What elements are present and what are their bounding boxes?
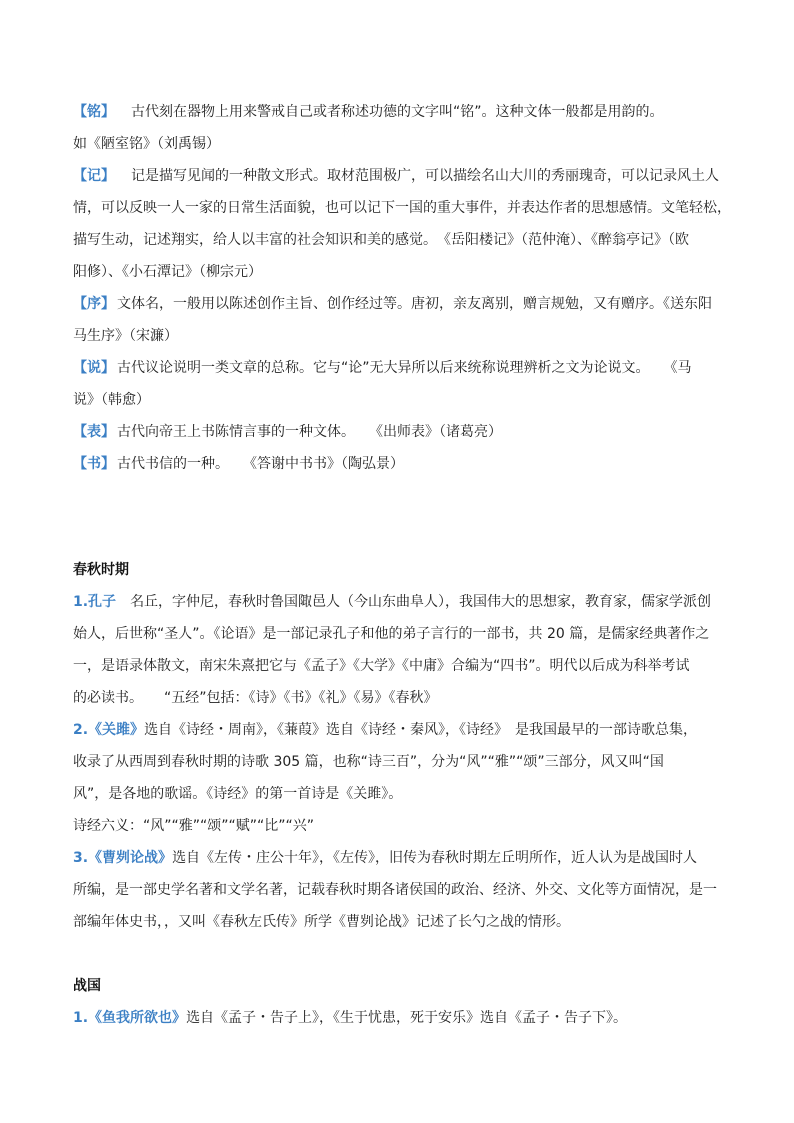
term-shu-text-1: 古代书信的一种。 《答谢中书书》（陶弘景） [117, 456, 404, 472]
zhanguo-item1-line-1 [73, 1002, 733, 1034]
term-ji-tag: 【记】 [73, 168, 115, 184]
term-ji-line-3: 描写生动，记述翔实，给人以丰富的社会知识和美的感觉。 《岳阳楼记》（范仲淹）、《醉翁亭记》（欧 [73, 232, 689, 248]
chunqiu-item2-line-2: 收录了从西周到春秋时期的诗歌 305 篇，也称“诗三百”，分为“风”“雅”“颂”三部分，风又叫“国 [73, 754, 664, 770]
term-xu-line-2: 马生序》（宋濂） [73, 328, 178, 344]
term-shu-line-1 [73, 448, 733, 480]
term-shuo-line-2: 说》（韩愈） [73, 392, 150, 408]
chunqiu-item3-line-2: 所编，是一部史学名著和文学名著，记载春秋时期各诸侯国的政治、经济、外交、文化等方面情况，是一 [73, 882, 717, 898]
zhanguo-item1-text-1: 选自《孟子・告子上》，《生于忧患，死于安乐》选自《孟子・告子下》。 [186, 1010, 628, 1026]
document-page [73, 96, 733, 1034]
chunqiu-item3-line-1 [73, 842, 733, 874]
term-ming-tag: 【铭】 [73, 104, 115, 120]
term-ming-line-1 [73, 96, 733, 128]
term-ji-line-4: 阳修）、《小石潭记》（柳宗元） [73, 264, 262, 280]
chunqiu-item2-text-1: 选自《诗经・周南》，《蒹葭》选自《诗经・秦风》，《诗经》 是我国最早的一部诗歌总集， [144, 722, 698, 738]
chunqiu-item3-text-1: 选自《左传・庄公十年》，《左传》，旧传为春秋时期左丘明所作，近人认为是战国时人 [172, 850, 698, 866]
term-shuo-line-1 [73, 352, 733, 384]
term-ji-text-1: 记是描写见闻的一种散文形式。取材范围极广，可以描绘名山大川的秀丽瑰奇，可以记录风土人 [131, 168, 719, 184]
term-biao-tag: 【表】 [73, 424, 115, 440]
chunqiu-item2-line-1 [73, 714, 733, 746]
chunqiu-item1-title: 1.孔子 [73, 594, 117, 610]
section-heading-chunqiu: 春秋时期 [73, 562, 129, 578]
chunqiu-item1-line-4: 的必读书。 “五经”包括：《诗》《书》《礼》《易》《春秋》 [73, 690, 438, 706]
chunqiu-item2-title: 2.《关雎》 [73, 722, 145, 738]
term-biao-line-1 [73, 416, 733, 448]
term-shuo-tag: 【说】 [73, 360, 115, 376]
term-xu-line-1 [73, 288, 733, 320]
chunqiu-item2-line-3: 风”，是各地的歌谣。《诗经》的第一首诗是《关雎》。 [73, 786, 403, 802]
section-heading-zhanguo: 战国 [73, 978, 101, 994]
term-shuo-text-1: 古代议论说明一类文章的总称。它与“论”无大异所以后来统称说理辨析之文为论说文。 《马 [117, 360, 692, 376]
term-xu-tag: 【序】 [73, 296, 115, 312]
term-ming-line-2: 如《陋室铭》（刘禹锡） [73, 136, 220, 152]
chunqiu-item2-line-4: 诗经六义：“风”“雅”“颂”“赋”“比”“兴” [73, 818, 315, 834]
term-xu-text-1: 文体名，一般用以陈述创作主旨、创作经过等。唐初，亲友离别，赠言规勉，又有赠序。《送东阳 [117, 296, 712, 312]
term-shu-tag: 【书】 [73, 456, 115, 472]
chunqiu-item1-text-1: 名丘，字仲尼，春秋时鲁国陬邑人（今山东曲阜人），我国伟大的思想家，教育家，儒家学派创 [130, 594, 712, 610]
chunqiu-item1-line-3: 一，是语录体散文，南宋朱熹把它与《孟子》《大学》《中庸》合编为“四书”。明代以后成为科举考试 [73, 658, 690, 674]
chunqiu-item1-line-2: 始人，后世称“圣人”。《论语》是一部记录孔子和他的弟子言行的一部书，共 20 篇，是儒家经典著作之 [73, 626, 710, 642]
term-biao-text-1: 古代向帝王上书陈情言事的一种文体。 《出师表》（诸葛亮） [117, 424, 502, 440]
chunqiu-item1-line-1 [73, 586, 733, 618]
chunqiu-item3-line-3: 部编年体史书，，又叫《春秋左氏传》所学《曹刿论战》记述了长勺之战的情形。 [73, 914, 570, 930]
term-ji-line-2: 情，可以反映一人一家的日常生活面貌，也可以记下一国的重大事件，并表达作者的思想感情。文笔轻松， [73, 200, 731, 216]
zhanguo-item1-title: 1.《鱼我所欲也》 [73, 1010, 187, 1026]
term-ming-text-1: 古代刻在器物上用来警戒自己或者称述功德的文字叫“铭”。这种文体一般都是用韵的。 [131, 104, 664, 120]
term-ji-line-1 [73, 160, 733, 192]
chunqiu-item3-title: 3.《曹刿论战》 [73, 850, 173, 866]
